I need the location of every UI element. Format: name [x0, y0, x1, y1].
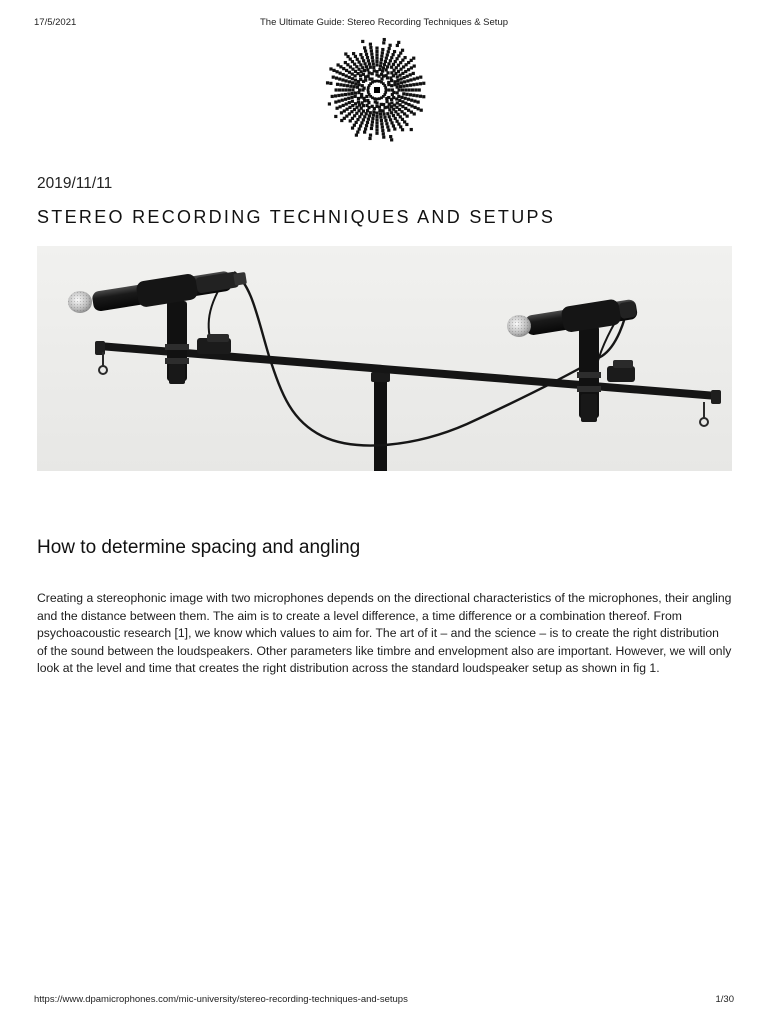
site-logo[interactable] [319, 32, 435, 148]
post-date: 2019/11/11 [37, 175, 113, 192]
hero-image [37, 246, 732, 471]
article-paragraph: Creating a stereophonic image with two microphones depends on the directional characteristics of the microphones, their angling and the distance between them. The aim is to create a level difference, a time difference or a combination thereof. From psychoacoustic research [1], we know which values to aim for. The art of it – and the science – is to create the right distribution of the sound between the loudspeakers. Other parameters like timbre and envelopment also are important. However, we will only look at the level and time that creates the right distribution across the standard loudspeaker setup as shown in fig 1. [37, 591, 732, 676]
print-page-title: The Ultimate Guide: Stereo Recording Techniques & Setup [259, 17, 509, 28]
page-number: 1/30 [715, 994, 734, 1005]
stereo-microphone-bar-photo-icon [37, 246, 732, 471]
sunburst-logo-icon [319, 32, 435, 148]
page-url-link[interactable]: https://www.dpamicrophones.com/mic-university/stereo-recording-techniques-and-setups [34, 994, 408, 1005]
print-header [34, 17, 734, 31]
print-footer [34, 994, 734, 1008]
print-date: 17/5/2021 [34, 17, 77, 28]
section-heading: How to determine spacing and angling [37, 537, 361, 558]
post-title: STEREO RECORDING TECHNIQUES AND SETUPS [37, 207, 556, 227]
